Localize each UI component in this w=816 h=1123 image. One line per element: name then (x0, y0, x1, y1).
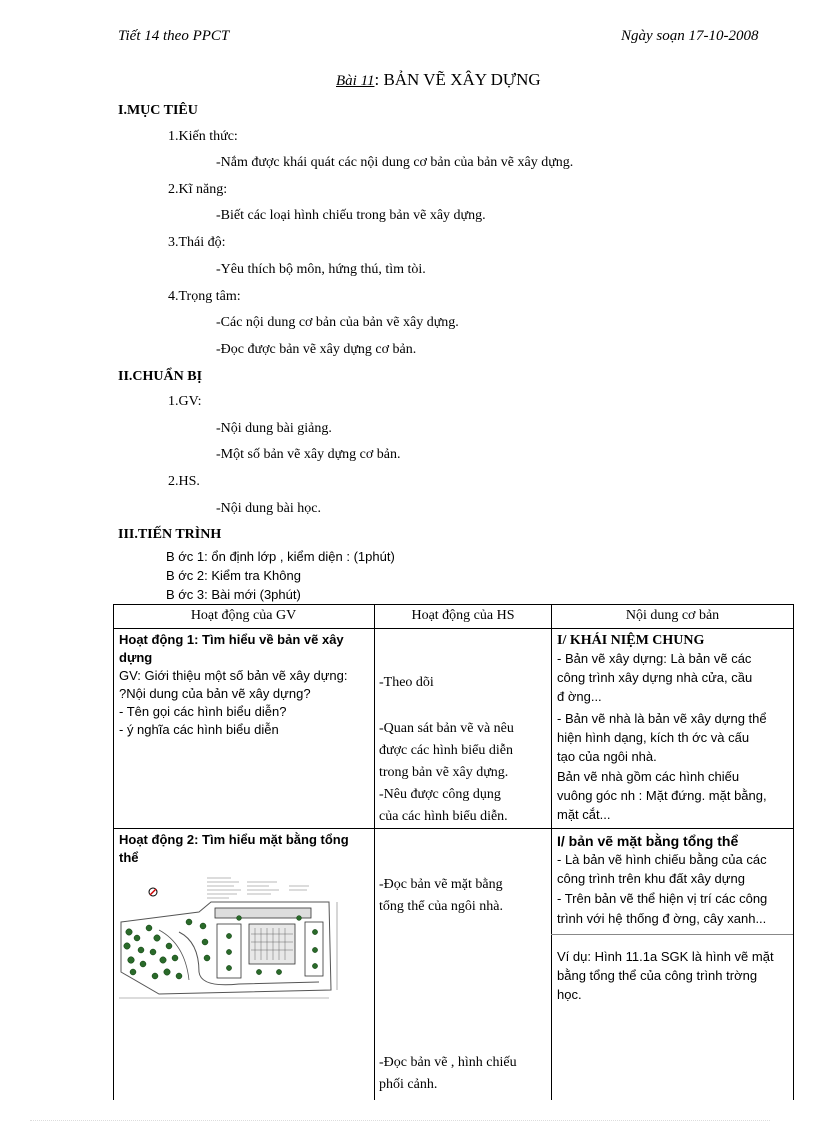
table-border (113, 604, 114, 1100)
section-line: -Một số bản vẽ xây dựng cơ bản. (216, 447, 401, 462)
page-bottom-rule (30, 1120, 770, 1121)
content-line: hiện hình dạng, kích th ớc và cấu (557, 730, 750, 745)
content-line: mặt cắt... (557, 807, 611, 822)
section-title-1: I.MỤC TIÊU (118, 103, 198, 118)
table-border (793, 604, 794, 1100)
gv-line: GV: Giới thiệu một số bản vẽ xây dựng: (119, 668, 348, 683)
gv-line: - ý nghĩa các hình biểu diễn (119, 722, 279, 737)
table-border (374, 604, 375, 1100)
content-heading: I/ bản vẽ mặt bằng tổng thể (557, 833, 739, 849)
header-right: Ngày soạn 17-10-2008 (621, 28, 759, 44)
hs-line: -Quan sát bản vẽ và nêu (379, 721, 514, 736)
section-line: -Nội dung bài học. (216, 501, 321, 516)
section-line: -Biết các loại hình chiếu trong bản vẽ xây dựng. (216, 208, 486, 223)
content-line: Bản vẽ nhà gồm các hình chiếu (557, 769, 740, 784)
activity-title: Hoạt động 2: Tìm hiểu mặt bằng tổng (119, 832, 349, 847)
header-left: Tiết 14 theo PPCT (118, 28, 230, 44)
section-subhead: 4.Trọng tâm: (168, 289, 241, 304)
gv-line: ?Nội dung của bản vẽ xây dựng? (119, 686, 311, 701)
section-subhead: 3.Thái độ: (168, 235, 226, 250)
step-line: B ớc 2: Kiểm tra Không (166, 568, 301, 583)
content-line: - Bản vẽ nhà là bản vẽ xây dựng thể (557, 711, 767, 726)
content-heading: I/ KHÁI NIỆM CHUNG (557, 633, 705, 648)
hs-line: trong bản vẽ xây dựng. (379, 765, 509, 780)
title-prefix: Bài 11 (336, 73, 375, 89)
table-border (113, 604, 794, 605)
hs-line: -Đọc bản vẽ mặt bằng (379, 877, 503, 892)
content-line: học. (557, 987, 582, 1002)
content-line: đ ờng... (557, 689, 602, 704)
hs-line: -Theo dõi (379, 675, 434, 690)
section-line: -Nội dung bài giảng. (216, 421, 332, 436)
lesson-table (113, 604, 794, 1100)
column-header-hs: Hoạt động của HS (411, 608, 515, 623)
hs-line: phối cảnh. (379, 1077, 438, 1092)
table-border (113, 628, 794, 629)
hs-line: -Nêu được công dụng (379, 787, 501, 802)
site-plan-drawing (119, 872, 351, 1002)
section-subhead: 2.HS. (168, 474, 200, 489)
section-line: -Nắm được khái quát các nội dung cơ bản của bản vẽ xây dựng. (216, 155, 574, 170)
hs-line: tổng thể của ngôi nhà. (379, 899, 504, 914)
hs-line: của các hình biểu diễn. (379, 809, 508, 824)
content-line: công trình xây dựng nhà cửa, cầu (557, 670, 753, 685)
title-main: : BẢN VẼ XÂY DỰNG (374, 70, 541, 89)
content-line: - Bản vẽ xây dựng: Là bản vẽ các (557, 651, 752, 666)
hs-line: -Đọc bản vẽ , hình chiếu (379, 1055, 517, 1070)
page-title (336, 70, 541, 90)
activity-title: Hoạt động 1: Tìm hiểu về bản vẽ xây (119, 632, 344, 647)
content-line: - Là bản vẽ hình chiếu bằng của các (557, 852, 767, 867)
content-line: bằng tổng thể của công trình trờng (557, 968, 758, 983)
table-border (551, 604, 552, 1100)
content-line: công trình trên khu đất xây dựng (557, 871, 745, 886)
step-line: B ớc 3: Bài mới (3phút) (166, 587, 301, 602)
hs-line: được các hình biểu diễn (379, 743, 513, 758)
content-line: vuông góc nh : Mặt đứng. mặt bằng, (557, 788, 767, 803)
section-subhead: 2.Kĩ năng: (168, 182, 228, 197)
content-divider (551, 934, 793, 935)
section-subhead: 1.Kiến thức: (168, 129, 238, 144)
activity-title: thể (119, 850, 139, 865)
table-border (113, 828, 794, 829)
section-subhead: 1.GV: (168, 394, 202, 409)
column-header-gv: Hoạt động của GV (190, 608, 297, 623)
section-line: -Đọc được bản vẽ xây dựng cơ bản. (216, 342, 417, 357)
section-title-2: II.CHUẨN BỊ (118, 369, 203, 384)
section-line: -Yêu thích bộ môn, hứng thú, tìm tòi. (216, 262, 426, 277)
content-line: trình với hệ thống đ ờng, cây xanh... (557, 911, 767, 926)
section-line: -Các nội dung cơ bản của bản vẽ xây dựng. (216, 315, 459, 330)
column-header-content: Nội dung cơ bản (625, 608, 720, 623)
activity-title: dựng (119, 650, 153, 665)
content-line: tạo của ngôi nhà. (557, 749, 657, 764)
content-line: - Trên bản vẽ thể hiện vị trí các công (557, 891, 768, 906)
section-title-3: III.TIẾN TRÌNH (118, 527, 222, 542)
step-line: B ớc 1: ổn định lớp , kiểm diện : (1phút) (166, 549, 395, 564)
gv-line: - Tên gọi các hình biểu diễn? (119, 704, 287, 719)
content-line: Ví dụ: Hình 11.1a SGK là hình vẽ mặt (557, 949, 774, 964)
